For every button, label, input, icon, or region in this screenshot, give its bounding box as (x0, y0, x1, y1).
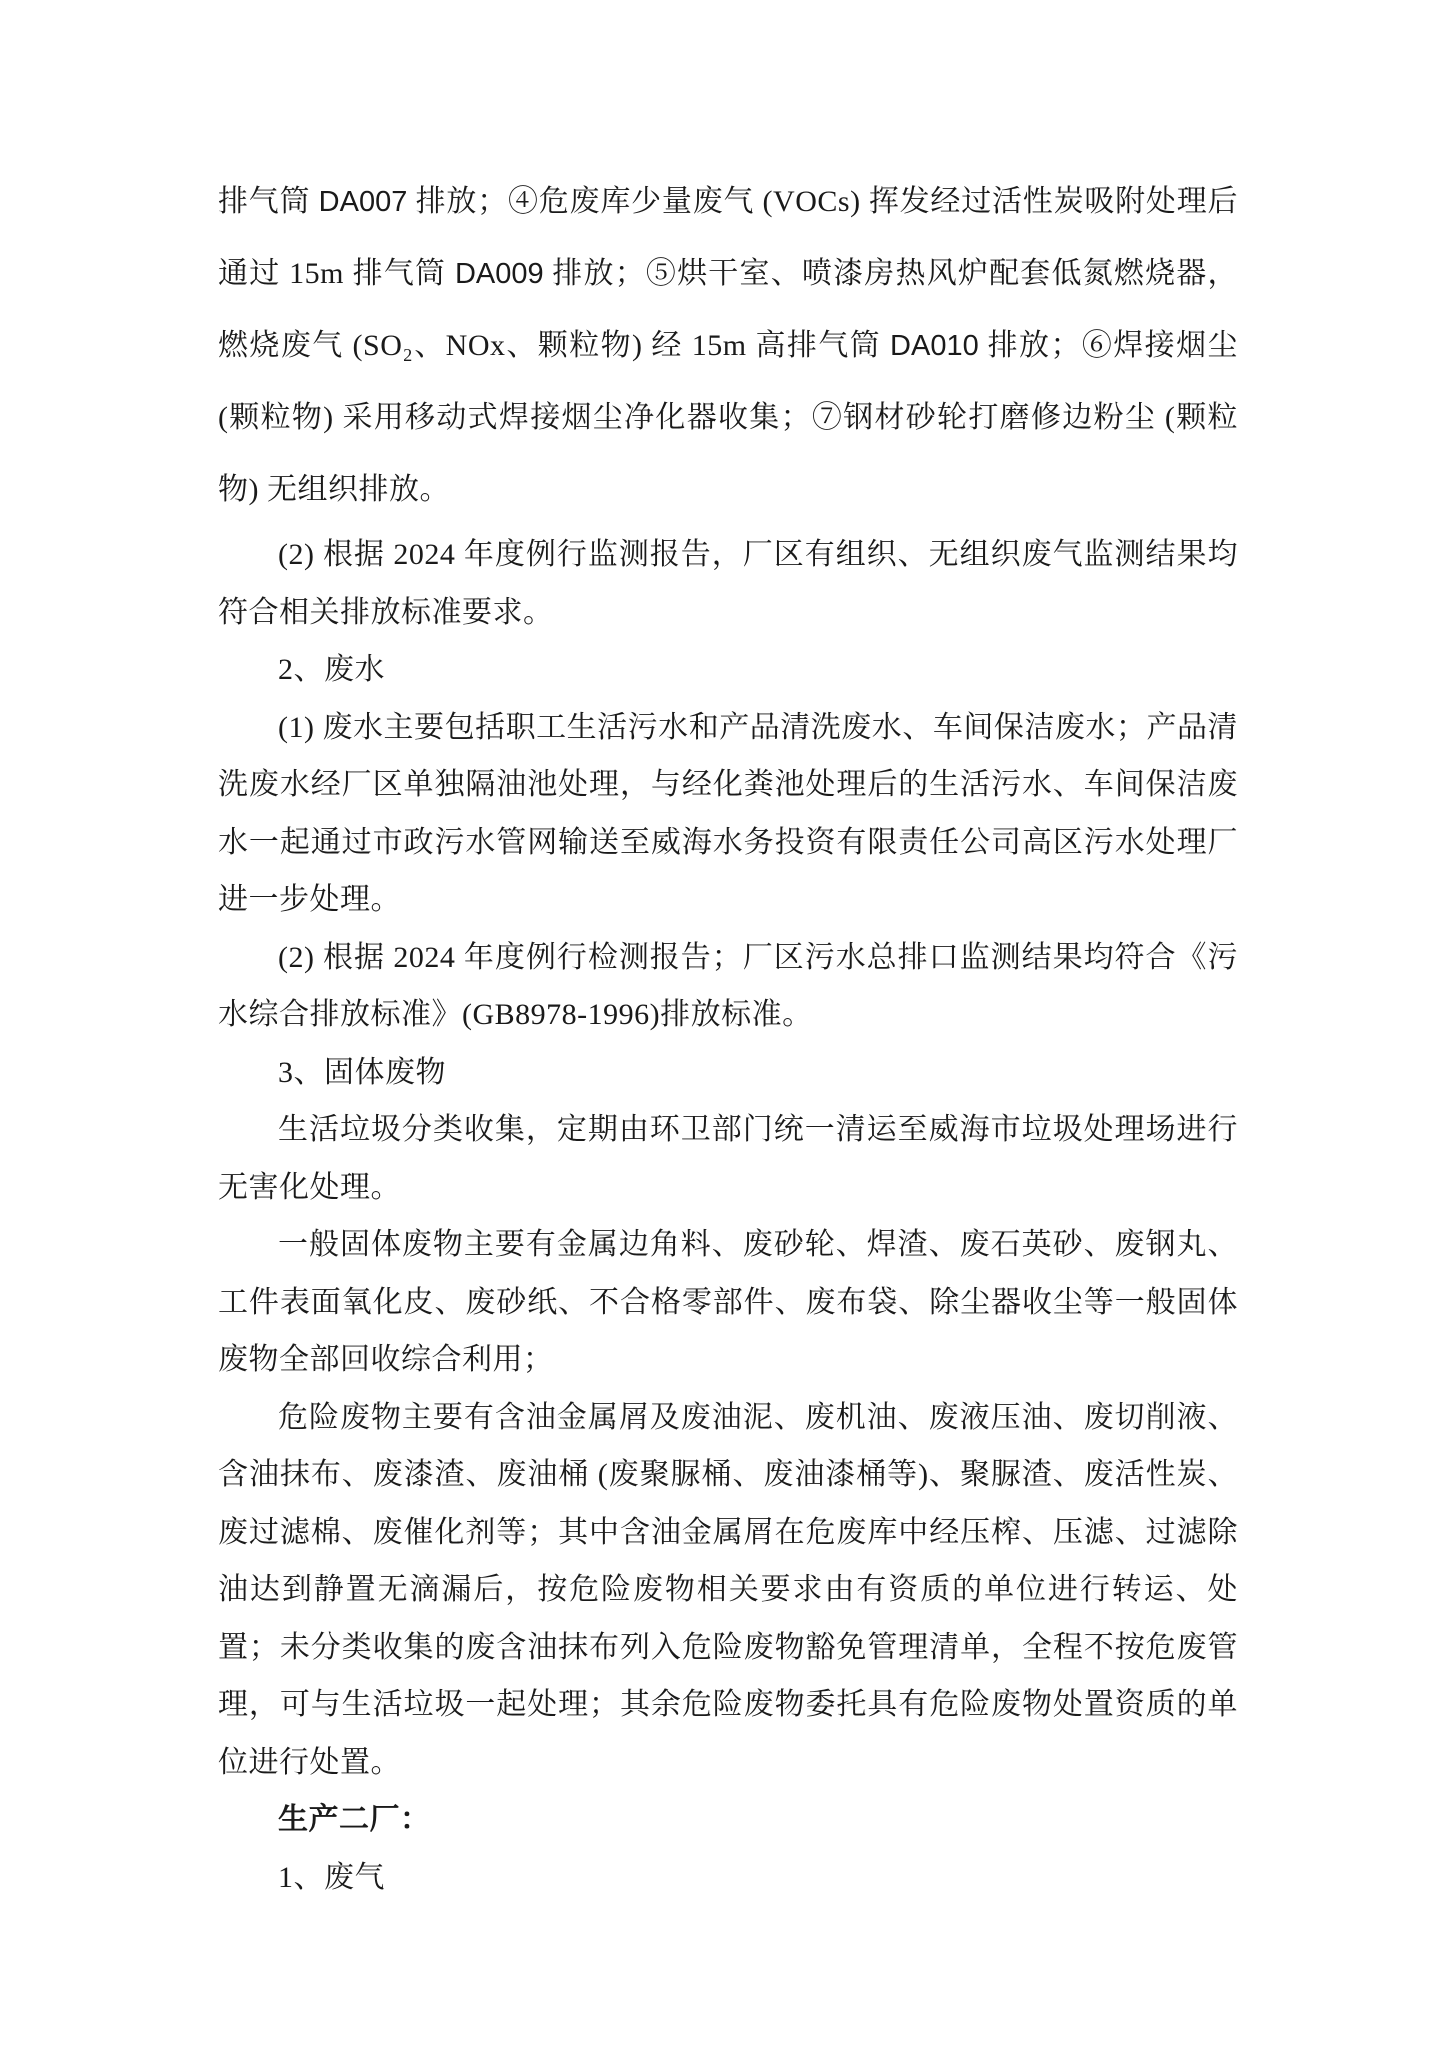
paragraph-exhaust-gas-continuation: 排气筒 DA007 排放；④危废库少量废气 (VOCs) 挥发经过活性炭吸附处理后通过 15m 排气筒 DA009 排放；⑤烘干室、喷漆房热风炉配套低氮燃烧器，燃烧废气 (SO₂、NOx、颗粒物) 经 15m 高排气筒 DA010 排放；⑥焊接烟尘 (颗粒物) 采用移动式焊接烟尘净化器收集；⑦钢材砂轮打磨修边粉尘 (颗粒物) 无组织排放。 (218, 185, 1239, 506)
stack-id: DA007 (318, 186, 408, 218)
paragraph-exhaust-monitoring-result: (2) 根据 2024 年度例行监测报告，厂区有组织、无组织废气监测结果均符合相关排放标准要求。 (218, 538, 1238, 629)
paragraph-hazardous-waste: 危险废物主要有含油金属屑及废油泥、废机油、废液压油、废切削液、含油抹布、废漆渣、废油桶 (废聚脲桶、废油漆桶等)、聚脲渣、废活性炭、废过滤棉、废催化剂等；其中含油金属屑在危废库中经压榨、压滤、过滤除油达到静置无滴漏后，按危险废物相关要求由有资质的单位进行转运、处置；未分类收集的废含油抹布列入危险废物豁免管理清单，全程不按危废管理，可与生活垃圾一起处理；其余危险废物委托具有危险废物处置资质的单位进行处置。 (218, 1400, 1238, 1779)
heading-production-plant-2: 生产二厂： (278, 1803, 431, 1836)
paragraph-domestic-garbage: 生活垃圾分类收集，定期由环卫部门统一清运至威海市垃圾处理场进行无害化处理。 (218, 1113, 1238, 1204)
heading-exhaust-gas: 1、废气 (278, 1860, 385, 1894)
stack-id: DA010 (890, 330, 979, 362)
heading-solid-waste: 3、固体废物 (278, 1055, 446, 1089)
heading-wastewater: 2、废水 (278, 653, 385, 686)
paragraph-wastewater-monitoring-result: (2) 根据 2024 年度例行检测报告；厂区污水总排口监测结果均符合《污水综合排放标准》(GB8978-1996)排放标准。 (218, 940, 1238, 1031)
stack-id: DA009 (454, 258, 544, 290)
paragraph-general-solid-waste: 一般固体废物主要有金属边角料、废砂轮、焊渣、废石英砂、废钢丸、工件表面氧化皮、废砂纸、不合格零部件、废布袋、除尘器收尘等一般固体废物全部回收综合利用； (218, 1228, 1238, 1376)
document-body (218, 166, 1238, 1906)
paragraph-wastewater-description: (1) 废水主要包括职工生活污水和产品清洗废水、车间保洁废水；产品清洗废水经厂区单独隔油池处理，与经化粪池处理后的生活污水、车间保洁废水一起通过市政污水管网输送至威海水务投资有限责任公司高区污水处理厂进一步处理。 (218, 710, 1238, 916)
